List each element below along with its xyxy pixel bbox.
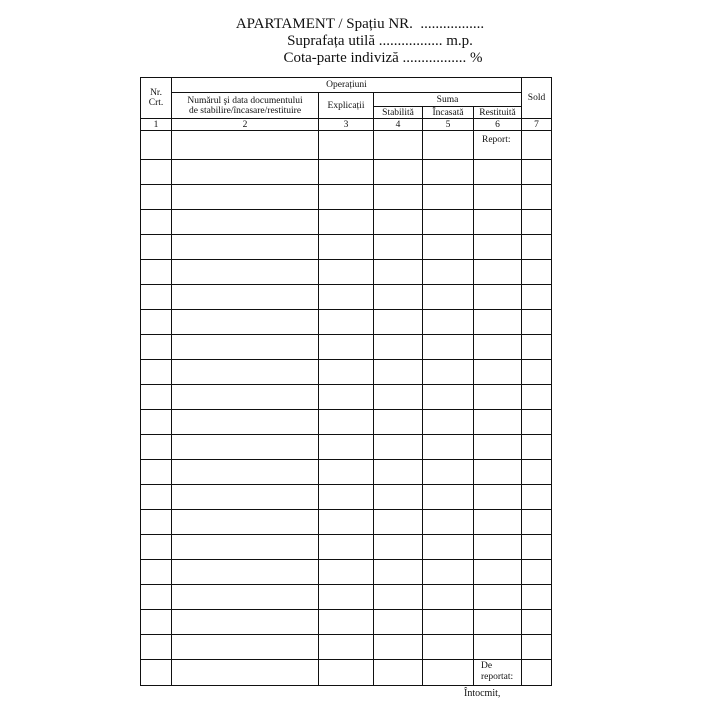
table-cell bbox=[141, 185, 172, 210]
column-number: 6 bbox=[474, 119, 522, 131]
table-cell bbox=[141, 335, 172, 360]
table-cell bbox=[141, 460, 172, 485]
column-number: 3 bbox=[319, 119, 374, 131]
table-cell bbox=[141, 585, 172, 610]
table-cell bbox=[319, 435, 374, 460]
table-cell bbox=[423, 635, 474, 660]
table-cell bbox=[172, 185, 319, 210]
table-cell bbox=[319, 131, 374, 160]
table-cell bbox=[319, 385, 374, 410]
table-cell bbox=[374, 585, 423, 610]
table-cell bbox=[374, 460, 423, 485]
table-cell bbox=[172, 510, 319, 535]
table-cell bbox=[374, 235, 423, 260]
table-cell bbox=[141, 235, 172, 260]
table-cell bbox=[172, 160, 319, 185]
table-cell bbox=[522, 360, 552, 385]
table-cell bbox=[423, 385, 474, 410]
table-cell bbox=[423, 310, 474, 335]
column-number: 2 bbox=[172, 119, 319, 131]
table-cell bbox=[141, 285, 172, 310]
table-row bbox=[141, 560, 552, 585]
column-stabilita: Stabilită bbox=[374, 107, 423, 119]
table-cell bbox=[423, 131, 474, 160]
table-cell bbox=[319, 460, 374, 485]
table-cell bbox=[319, 185, 374, 210]
table-cell bbox=[423, 210, 474, 235]
table-cell bbox=[474, 360, 522, 385]
table-cell bbox=[141, 260, 172, 285]
table-row bbox=[141, 185, 552, 210]
table-cell bbox=[319, 485, 374, 510]
table-row bbox=[141, 610, 552, 635]
table-cell bbox=[172, 660, 319, 686]
table-cell bbox=[374, 260, 423, 285]
table-row bbox=[141, 235, 552, 260]
table-cell bbox=[374, 310, 423, 335]
table-cell bbox=[474, 510, 522, 535]
table-cell bbox=[172, 485, 319, 510]
table-cell bbox=[141, 610, 172, 635]
de-reportat-line-2: reportat: bbox=[481, 672, 514, 682]
table-cell bbox=[319, 285, 374, 310]
table-cell bbox=[141, 435, 172, 460]
table-cell bbox=[374, 485, 423, 510]
table-cell bbox=[474, 460, 522, 485]
table-cell bbox=[423, 435, 474, 460]
table-cell bbox=[522, 585, 552, 610]
column-numarul-data bbox=[172, 93, 319, 119]
table-cell bbox=[319, 235, 374, 260]
table-cell bbox=[374, 160, 423, 185]
table-cell bbox=[172, 285, 319, 310]
table-cell bbox=[172, 410, 319, 435]
table-cell bbox=[319, 210, 374, 235]
table-cell bbox=[319, 510, 374, 535]
table-cell bbox=[522, 235, 552, 260]
table-cell bbox=[374, 210, 423, 235]
table-cell bbox=[474, 635, 522, 660]
table-cell bbox=[172, 310, 319, 335]
table-cell bbox=[319, 635, 374, 660]
table-cell bbox=[423, 235, 474, 260]
table-cell bbox=[522, 335, 552, 360]
column-number: 1 bbox=[141, 119, 172, 131]
table-cell bbox=[141, 635, 172, 660]
table-cell bbox=[522, 635, 552, 660]
table-cell bbox=[141, 510, 172, 535]
table-cell bbox=[141, 210, 172, 235]
table-cell bbox=[319, 310, 374, 335]
table-cell bbox=[319, 360, 374, 385]
table-cell bbox=[172, 535, 319, 560]
table-cell bbox=[141, 560, 172, 585]
group-suma: Suma bbox=[374, 93, 522, 107]
table-cell bbox=[522, 510, 552, 535]
table-cell bbox=[474, 485, 522, 510]
table-row bbox=[141, 585, 552, 610]
table-cell bbox=[319, 660, 374, 686]
table-cell bbox=[319, 410, 374, 435]
table-row bbox=[141, 410, 552, 435]
table-cell bbox=[141, 160, 172, 185]
table-cell bbox=[522, 260, 552, 285]
group-operatiuni: Operațiuni bbox=[172, 78, 522, 93]
table-row bbox=[141, 210, 552, 235]
indivisible-share-line: Cota-parte indiviză ................. % bbox=[283, 50, 483, 66]
table-cell bbox=[423, 285, 474, 310]
table-cell bbox=[522, 131, 552, 160]
table-cell bbox=[141, 131, 172, 160]
table-cell bbox=[522, 385, 552, 410]
table-cell bbox=[474, 310, 522, 335]
table-cell bbox=[423, 560, 474, 585]
column-number: 4 bbox=[374, 119, 423, 131]
operations-table bbox=[140, 77, 552, 686]
table-cell bbox=[522, 460, 552, 485]
table-cell bbox=[423, 260, 474, 285]
table-cell bbox=[319, 610, 374, 635]
table-cell bbox=[474, 160, 522, 185]
table-row bbox=[141, 535, 552, 560]
table-cell bbox=[423, 360, 474, 385]
table-cell bbox=[374, 660, 423, 686]
table-cell bbox=[474, 585, 522, 610]
table-cell bbox=[474, 335, 522, 360]
report-label: Report: bbox=[474, 131, 522, 160]
table-row bbox=[141, 435, 552, 460]
table-cell bbox=[319, 335, 374, 360]
table-cell bbox=[141, 385, 172, 410]
table-cell bbox=[172, 585, 319, 610]
column-number: 5 bbox=[423, 119, 474, 131]
table-cell bbox=[172, 210, 319, 235]
table-row bbox=[141, 660, 552, 686]
intocmit-label: Întocmit, bbox=[464, 688, 501, 699]
table-cell bbox=[474, 435, 522, 460]
column-incasata: Încasată bbox=[423, 107, 474, 119]
table-cell bbox=[374, 610, 423, 635]
table-cell bbox=[423, 485, 474, 510]
column-explicatii: Explicații bbox=[319, 93, 374, 119]
table-cell bbox=[522, 560, 552, 585]
table-cell bbox=[374, 385, 423, 410]
table-cell bbox=[522, 410, 552, 435]
table-cell bbox=[423, 460, 474, 485]
table-cell bbox=[522, 610, 552, 635]
table-cell bbox=[172, 560, 319, 585]
table-cell bbox=[423, 160, 474, 185]
table-cell bbox=[522, 435, 552, 460]
table-cell bbox=[141, 410, 172, 435]
table-row bbox=[141, 360, 552, 385]
table-cell bbox=[474, 235, 522, 260]
table-row bbox=[141, 160, 552, 185]
table-cell bbox=[374, 560, 423, 585]
table-cell bbox=[423, 510, 474, 535]
table-row bbox=[141, 510, 552, 535]
table-cell bbox=[172, 360, 319, 385]
table-cell bbox=[522, 310, 552, 335]
table-cell bbox=[423, 410, 474, 435]
table-cell bbox=[474, 410, 522, 435]
table-cell bbox=[141, 360, 172, 385]
table-cell bbox=[172, 610, 319, 635]
table-cell bbox=[374, 510, 423, 535]
column-numarul-label-1: Numărul şi data documentului bbox=[187, 95, 303, 106]
table-row bbox=[141, 131, 552, 160]
table-cell bbox=[172, 235, 319, 260]
table-cell bbox=[474, 210, 522, 235]
table-cell bbox=[474, 535, 522, 560]
table-row bbox=[141, 460, 552, 485]
column-number-row bbox=[141, 119, 552, 131]
table-cell bbox=[474, 260, 522, 285]
table-cell bbox=[172, 460, 319, 485]
table-cell bbox=[172, 635, 319, 660]
table-row bbox=[141, 260, 552, 285]
table-cell bbox=[522, 535, 552, 560]
table-row bbox=[141, 335, 552, 360]
table-cell bbox=[319, 260, 374, 285]
table-cell bbox=[474, 185, 522, 210]
column-sold: Sold bbox=[522, 78, 552, 119]
table-cell bbox=[423, 610, 474, 635]
table-row bbox=[141, 485, 552, 510]
table-row bbox=[141, 385, 552, 410]
table-cell bbox=[423, 585, 474, 610]
table-cell bbox=[319, 535, 374, 560]
table-cell bbox=[374, 435, 423, 460]
table-cell bbox=[374, 535, 423, 560]
apartment-number-line: APARTAMENT / Spațiu NR. ................. bbox=[235, 16, 485, 32]
table-cell bbox=[172, 131, 319, 160]
column-number: 7 bbox=[522, 119, 552, 131]
column-nr-label: Nr. bbox=[150, 88, 162, 98]
table-cell bbox=[141, 660, 172, 686]
usable-area-line: Suprafața utilă ................. m.p. bbox=[287, 33, 473, 49]
table-cell bbox=[141, 310, 172, 335]
table-cell bbox=[522, 485, 552, 510]
table-row bbox=[141, 310, 552, 335]
table-cell bbox=[374, 635, 423, 660]
column-crt-label: Crt. bbox=[148, 98, 164, 108]
table-cell bbox=[522, 285, 552, 310]
table-cell bbox=[522, 210, 552, 235]
column-nr-crt bbox=[141, 78, 172, 119]
table-cell bbox=[474, 610, 522, 635]
de-reportat-line-1: De bbox=[481, 661, 493, 671]
table-cell bbox=[522, 660, 552, 686]
table-cell bbox=[423, 660, 474, 686]
table-cell bbox=[522, 160, 552, 185]
table-cell bbox=[474, 285, 522, 310]
table-cell bbox=[374, 410, 423, 435]
table-cell bbox=[474, 385, 522, 410]
de-reportat-label bbox=[474, 660, 522, 686]
column-restituita: Restituită bbox=[474, 107, 522, 119]
table-cell bbox=[319, 560, 374, 585]
table-cell bbox=[172, 335, 319, 360]
table-row bbox=[141, 635, 552, 660]
table-cell bbox=[172, 260, 319, 285]
table-cell bbox=[374, 131, 423, 160]
table-cell bbox=[319, 585, 374, 610]
table-cell bbox=[474, 560, 522, 585]
table-cell bbox=[141, 485, 172, 510]
table-row bbox=[141, 285, 552, 310]
table-cell bbox=[141, 535, 172, 560]
table-cell bbox=[423, 535, 474, 560]
table-cell bbox=[172, 385, 319, 410]
table-cell bbox=[423, 185, 474, 210]
table-cell bbox=[374, 360, 423, 385]
table-cell bbox=[319, 160, 374, 185]
table-cell bbox=[522, 185, 552, 210]
table-cell bbox=[374, 285, 423, 310]
table-cell bbox=[172, 435, 319, 460]
table-cell bbox=[374, 185, 423, 210]
column-numarul-label-2: de stabilire/încasare/restituire bbox=[188, 105, 302, 116]
form-header bbox=[0, 16, 720, 67]
table-cell bbox=[423, 335, 474, 360]
table-cell bbox=[374, 335, 423, 360]
